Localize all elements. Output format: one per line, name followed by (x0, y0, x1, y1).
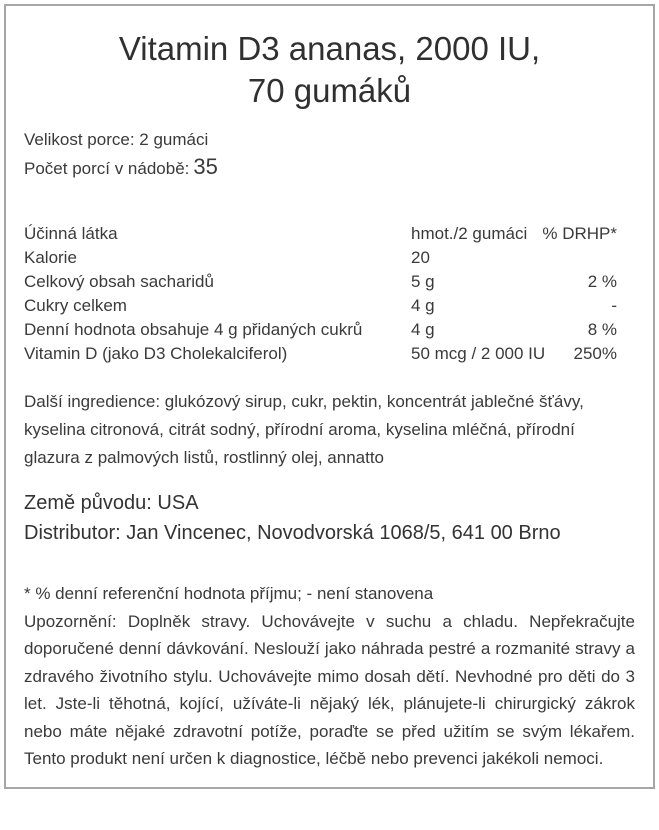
row-drhp: 2 % (587, 272, 617, 291)
table-row (24, 270, 635, 294)
row-amount: 4 g (411, 296, 435, 315)
servings-count-value: 35 (193, 154, 218, 179)
serving-info (24, 126, 635, 182)
country-of-origin-line: Země původu: USA (24, 492, 199, 514)
row-amount: 4 g (411, 320, 435, 339)
drhp-footnote: * % denní referenční hodnota příjmu; - není stanovena (24, 584, 434, 603)
product-title (24, 28, 635, 112)
product-title-line2: 70 gumáků (247, 72, 412, 109)
row-substance: Vitamin D (jako D3 Cholekalciferol) (24, 344, 288, 363)
table-row (24, 342, 635, 366)
table-row (24, 294, 635, 318)
row-substance: Kalorie (24, 248, 77, 267)
col-header-drhp: % DRHP* (542, 224, 617, 243)
col-header-substance: Účinná látka (24, 224, 118, 243)
row-amount: 50 mcg / 2 000 IU (411, 344, 546, 363)
distributor-line: Distributor: Jan Vincenec, Novodvorská 1068/5, 641 00 Brno (24, 522, 561, 544)
other-ingredients-paragraph: Další ingredience: glukózový sirup, cukr, pektin, koncentrát jablečné šťávy, kyselina citronová, citrát sodný, přírodní aroma, kyselina mléčná, přírodní glazura z palmových listů, rostlinný olej, annatto (24, 392, 584, 467)
warning-paragraph: Upozornění: Doplněk stravy. Uchovávejte v suchu a chladu. Nepřekračujte doporučené denní dávkování. Neslouží jako náhrada pestré a rozmanité stravy a zdravého životního stylu. Uchovávejte mimo dosah dětí. Nevhodné pro děti do 3 let. Jste-li těhotná, kojící, užíváte-li nějaký lék, plánujete-li chirurgický zákrok nebo máte nějaké zdravotní potíže, poraďte se před užitím se svým lékařem. Tento produkt není určen k diagnostice, léčbě nebo prevenci jakékoli nemoci. (24, 611, 635, 768)
origin-info (24, 488, 635, 548)
row-amount: 5 g (411, 272, 435, 291)
servings-count-label: Počet porcí v nádobě: (24, 159, 190, 178)
row-drhp: - (611, 296, 617, 315)
servings-per-container-line (24, 153, 635, 182)
row-drhp: 8 % (587, 320, 617, 339)
table-row (24, 318, 635, 342)
col-header-amount: hmot./2 gumáci (411, 224, 528, 243)
row-substance: Denní hodnota obsahuje 4 g přidaných cukrů (24, 320, 363, 339)
serving-size-line: Velikost porce: 2 gumáci (24, 130, 209, 149)
row-drhp: 250% (573, 344, 617, 363)
nutrition-table-header-row (24, 222, 635, 246)
row-drhp (617, 246, 635, 270)
row-substance: Celkový obsah sacharidů (24, 272, 214, 291)
table-row (24, 246, 635, 270)
nutrition-table (24, 222, 635, 366)
row-amount: 20 (411, 248, 430, 267)
disclaimer-section (24, 580, 635, 773)
product-label (4, 4, 655, 789)
product-title-line1: Vitamin D3 ananas, 2000 IU, (118, 30, 541, 67)
row-substance: Cukry celkem (24, 296, 127, 315)
